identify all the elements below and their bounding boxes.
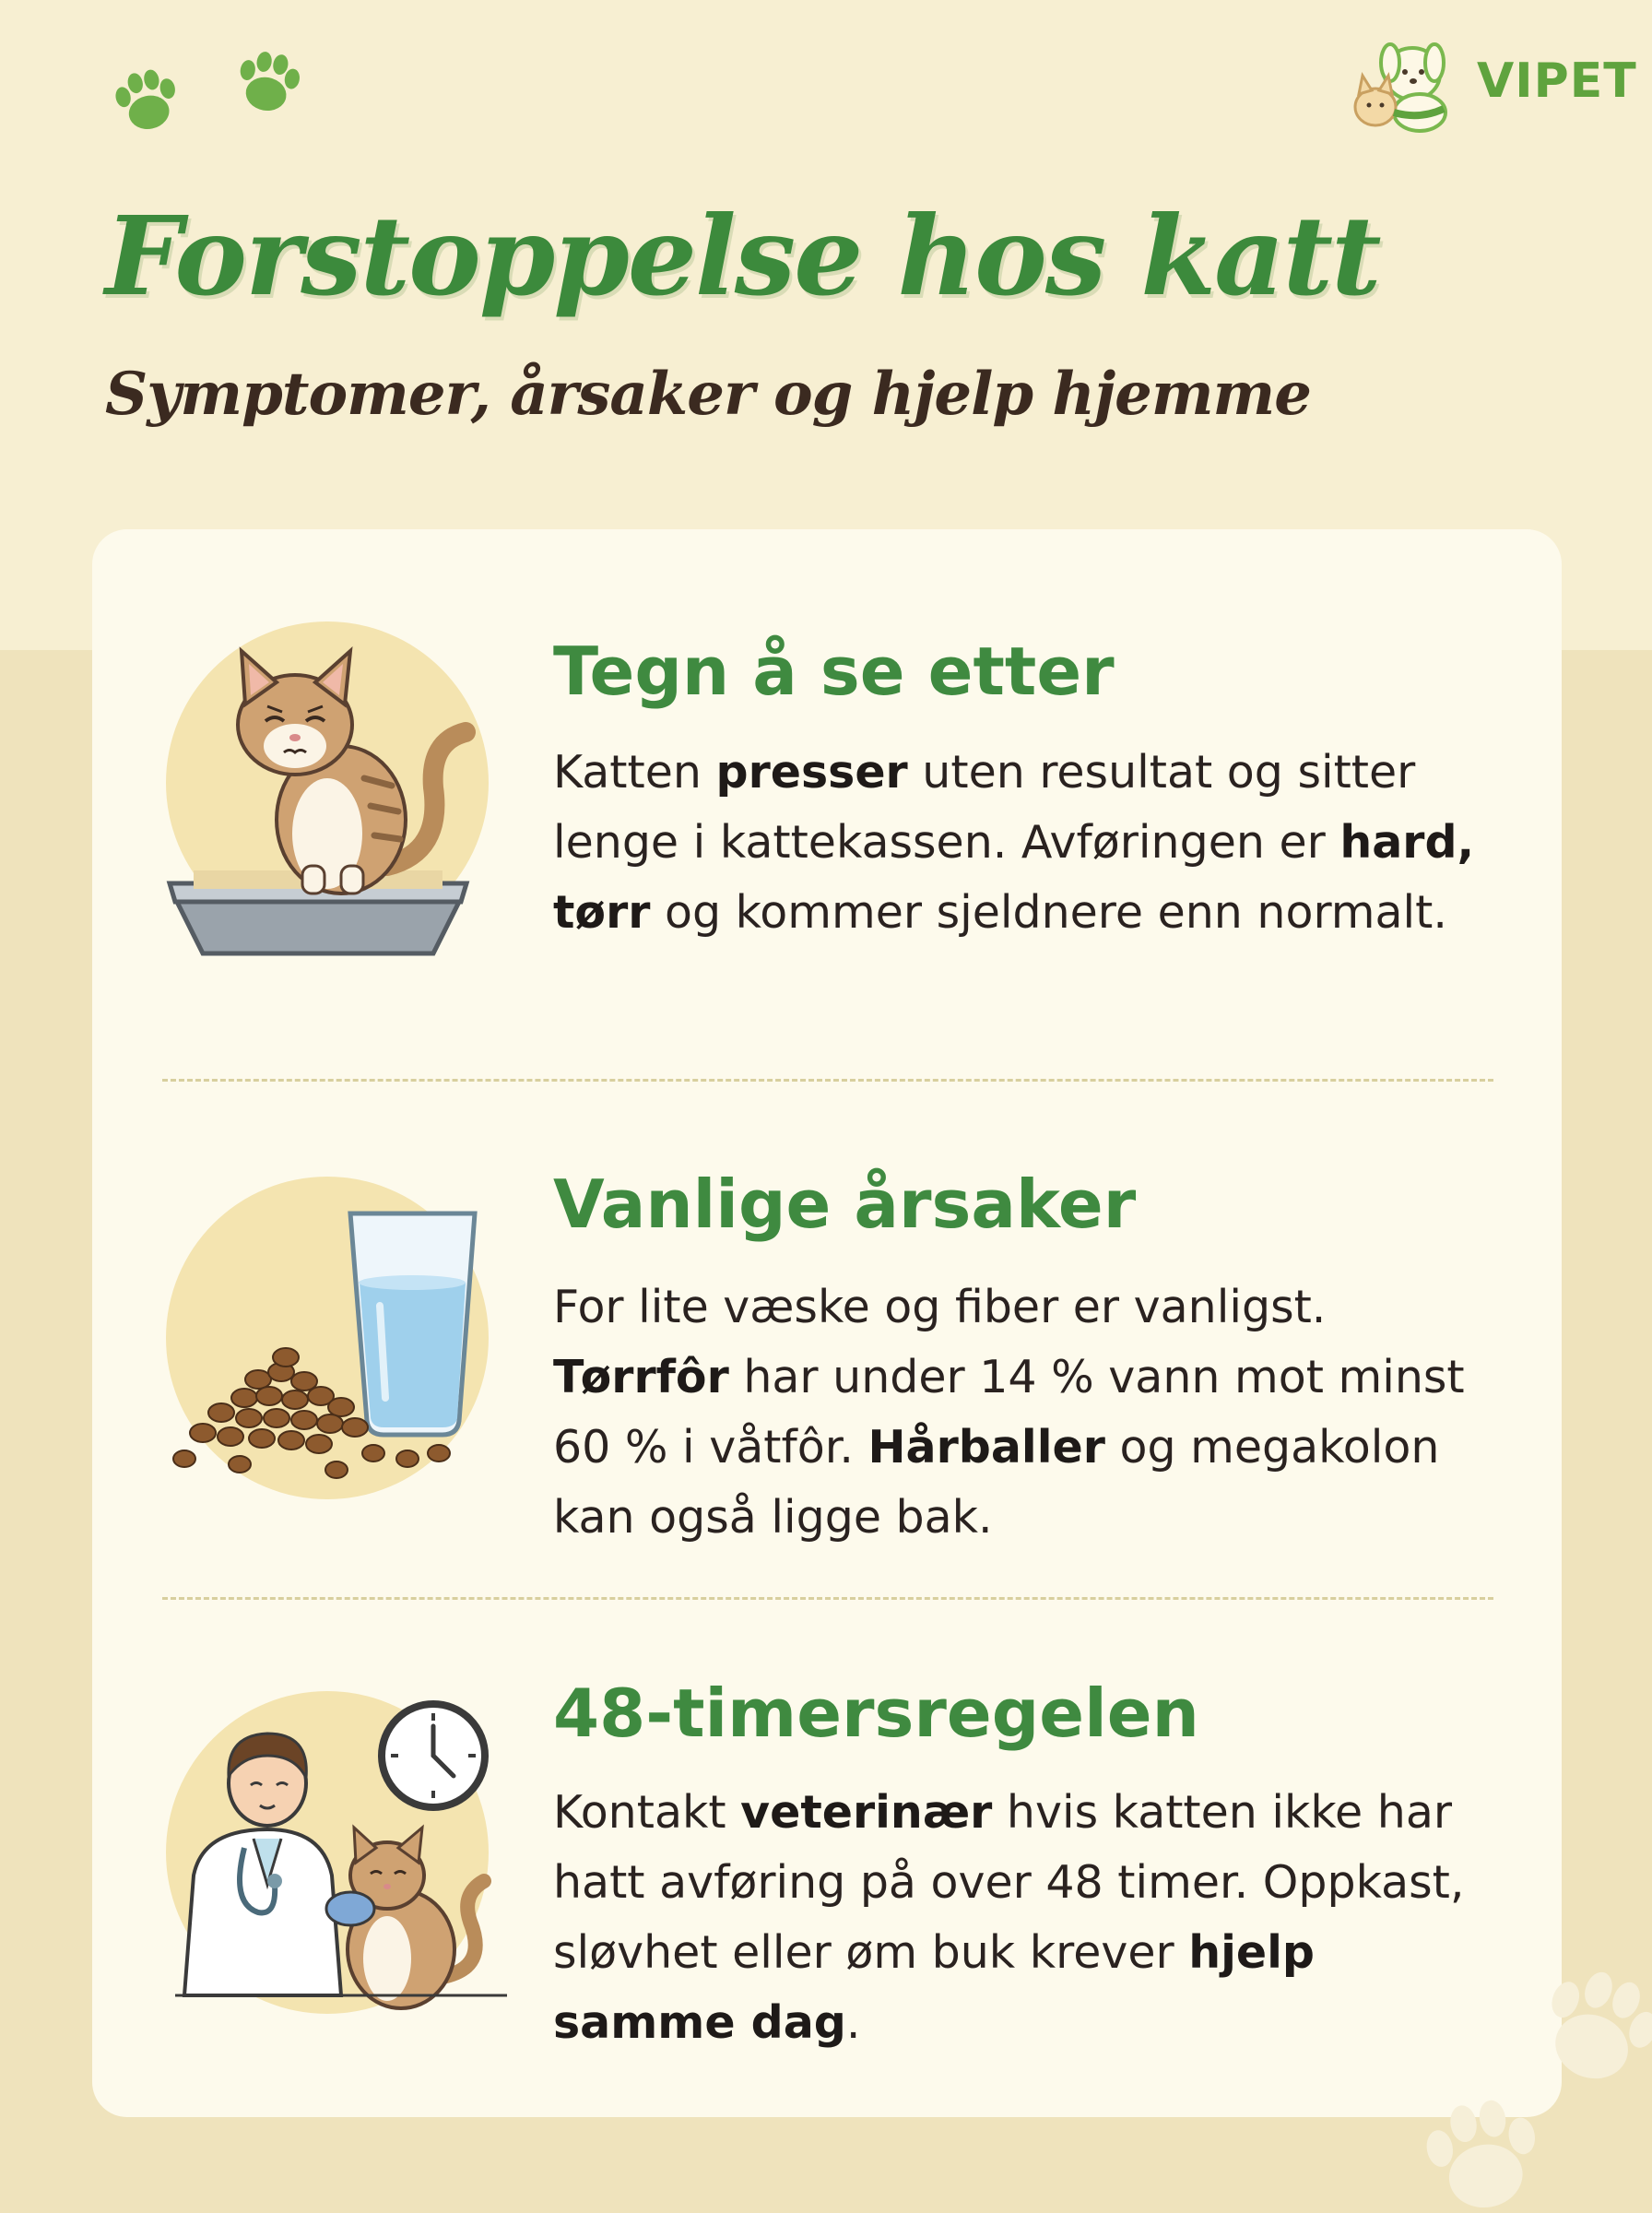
dog-and-cat-logo-icon: [1337, 28, 1466, 138]
section-title: Tegn å se etter: [553, 633, 1115, 710]
page-subtitle: Symptomer, årsaker og hjelp hjemme: [105, 360, 1311, 429]
emphasis-text: hard, tørr: [553, 816, 1475, 939]
emphasis-text: presser: [715, 746, 908, 799]
section-divider: [162, 1079, 1493, 1082]
section-title: Vanlige årsaker: [553, 1166, 1137, 1243]
section-body: For lite væske og fiber er vanligst. Tørrfôr har under 14 % vann mot minst 60 % i våtfôr. Hårballer og megakolon kan også ligge bak.: [553, 1281, 1465, 1544]
info-card: [92, 529, 1562, 2117]
cat-in-litter-box-illustration: [166, 621, 516, 972]
section-body: Kontakt veterinær hvis katten ikke har hatt avføring på over 48 timer. Oppkast, sløvhet eller øm buk krever hjelp samme dag.: [553, 1786, 1465, 2049]
water-glass-and-dry-food-illustration: [166, 1177, 516, 1527]
brand-logo: [1337, 28, 1636, 138]
brand-name: VIPET: [1477, 53, 1637, 109]
veterinarian-examining-cat-illustration: [166, 1691, 516, 2041]
emphasis-text: Hårballer: [867, 1421, 1105, 1473]
paw-prints-icon: [103, 41, 324, 151]
section-title: 48-timersregelen: [553, 1675, 1199, 1752]
page-title: Forstoppelse hos katt: [105, 192, 1380, 320]
section-divider: [162, 1597, 1493, 1600]
emphasis-text: veterinær: [740, 1786, 993, 1839]
background-paw-prints-icon: [1383, 1964, 1652, 2213]
emphasis-text: Tørrfôr: [553, 1351, 729, 1403]
section-body: Katten presser uten resultat og sitter lenge i kattekassen. Avføringen er hard, tørr og kommer sjeldnere enn normalt.: [553, 746, 1475, 939]
emphasis-text: hjelp samme dag: [553, 1926, 1316, 2049]
